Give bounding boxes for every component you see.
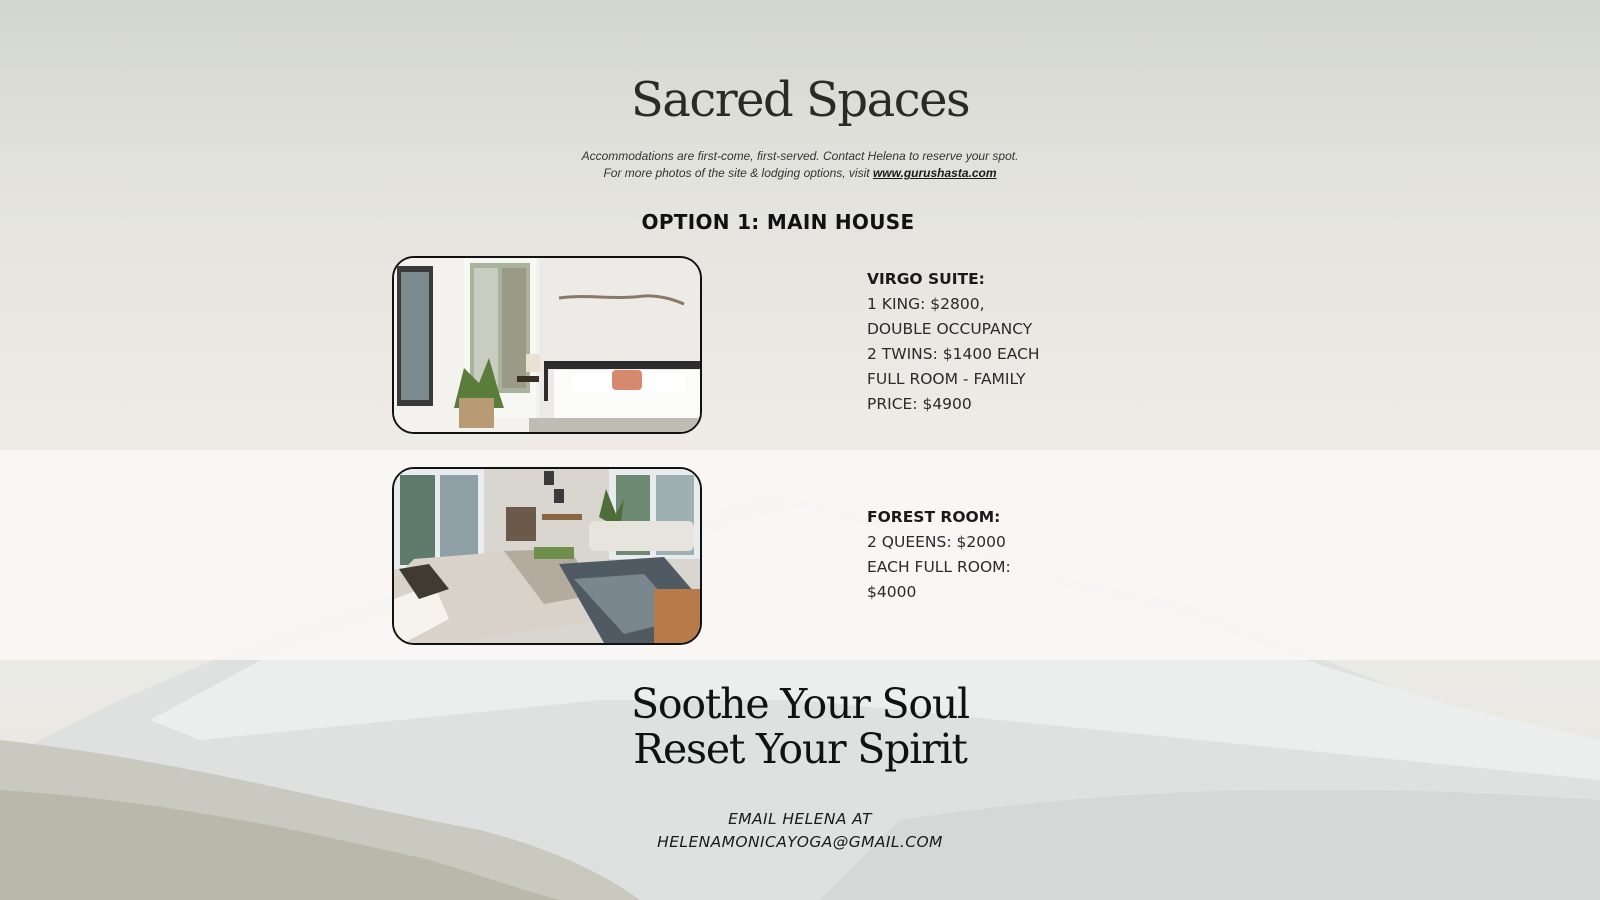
room-detail-line: $4000 bbox=[867, 583, 917, 601]
room-name: FOREST ROOM: bbox=[867, 508, 1001, 526]
room-detail-line: 2 QUEENS: $2000 bbox=[867, 533, 1006, 551]
section-heading: OPTION 1: MAIN HOUSE bbox=[641, 210, 915, 234]
tagline bbox=[0, 682, 1600, 772]
room-detail-line: PRICE: $4900 bbox=[867, 395, 972, 413]
room-detail-line: 2 TWINS: $1400 EACH bbox=[867, 345, 1040, 363]
intro-text bbox=[0, 148, 1600, 182]
forest-room-photo bbox=[392, 467, 702, 645]
room-detail-line: 1 KING: $2800, bbox=[867, 295, 985, 313]
intro-line-2 bbox=[0, 165, 1600, 182]
room-detail-line: DOUBLE OCCUPANCY bbox=[867, 320, 1033, 338]
website-link[interactable]: www.gurushasta.com bbox=[872, 166, 997, 180]
contact-info bbox=[0, 808, 1600, 854]
intro-line-2-text: For more photos of the site & lodging options, visit bbox=[603, 166, 873, 180]
contact-line-1: EMAIL HELENA AT bbox=[728, 810, 872, 828]
room-detail-line: EACH FULL ROOM: bbox=[867, 558, 1011, 576]
forest-room-info bbox=[867, 505, 1011, 605]
middle-band bbox=[0, 450, 1600, 660]
virgo-suite-info bbox=[867, 267, 1040, 417]
page-title: Sacred Spaces bbox=[630, 72, 970, 128]
tagline-line-2: Reset Your Spirit bbox=[633, 725, 967, 773]
room-name: VIRGO SUITE: bbox=[867, 270, 985, 288]
virgo-suite-photo bbox=[392, 256, 702, 434]
contact-email[interactable]: HELENAMONICAYOGA@GMAIL.COM bbox=[657, 833, 943, 851]
room-detail-line: FULL ROOM - FAMILY bbox=[867, 370, 1026, 388]
intro-line-1: Accommodations are first-come, first-served. Contact Helena to reserve your spot. bbox=[581, 149, 1019, 163]
tagline-line-1: Soothe Your Soul bbox=[631, 680, 969, 728]
